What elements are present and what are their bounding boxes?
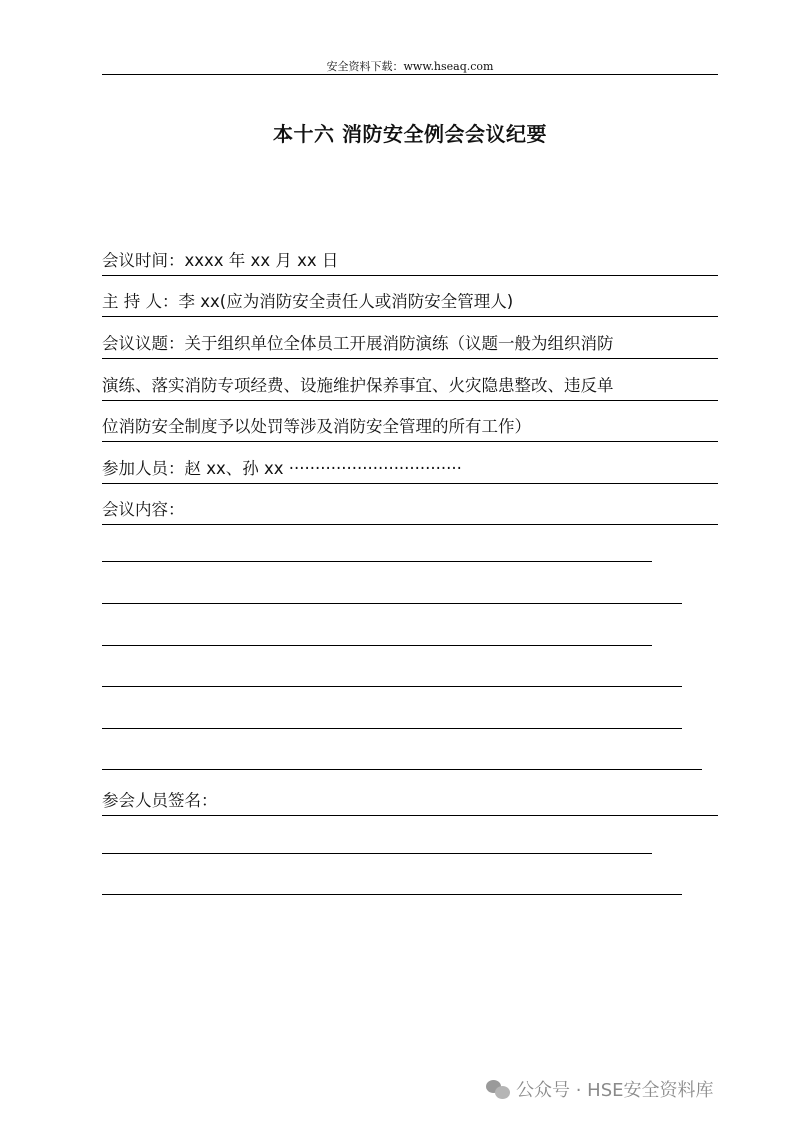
signature-blank-line (102, 853, 652, 854)
content-blank-line (102, 769, 702, 770)
host-field: 主 持 人：李 xx(应为消防安全责任人或消防安全管理人) (102, 288, 718, 317)
header-divider (102, 74, 718, 75)
content-blank-line (102, 561, 652, 562)
attendees-field: 参加人员：赵 xx、孙 xx ································· (102, 455, 718, 484)
signature-blank-line (102, 894, 682, 895)
topic-line-2: 演练、落实消防专项经费、设施维护保养事宜、火灾隐患整改、违反单 (102, 372, 718, 401)
content-label: 会议内容： (102, 496, 718, 525)
watermark-text: 公众号 · HSE安全资料库 (516, 1080, 714, 1101)
signature-label: 参会人员签名： (102, 787, 718, 816)
document-title: 本十六 消防安全例会会议纪要 (273, 122, 547, 146)
content-blank-line (102, 645, 652, 646)
topic-line-3: 位消防安全制度予以处罚等涉及消防安全管理的所有工作） (102, 413, 718, 442)
header-source-text: 安全资料下载：www.hseaq.com (326, 60, 494, 73)
content-blank-line (102, 603, 682, 604)
meeting-time-field: 会议时间：xxxx 年 xx 月 xx 日 (102, 247, 718, 276)
topic-line-1: 会议议题：关于组织单位全体员工开展消防演练（议题一般为组织消防 (102, 330, 718, 359)
content-blank-line (102, 728, 682, 729)
wechat-icon (486, 1077, 510, 1101)
content-blank-line (102, 686, 682, 687)
wechat-watermark (486, 1076, 714, 1102)
